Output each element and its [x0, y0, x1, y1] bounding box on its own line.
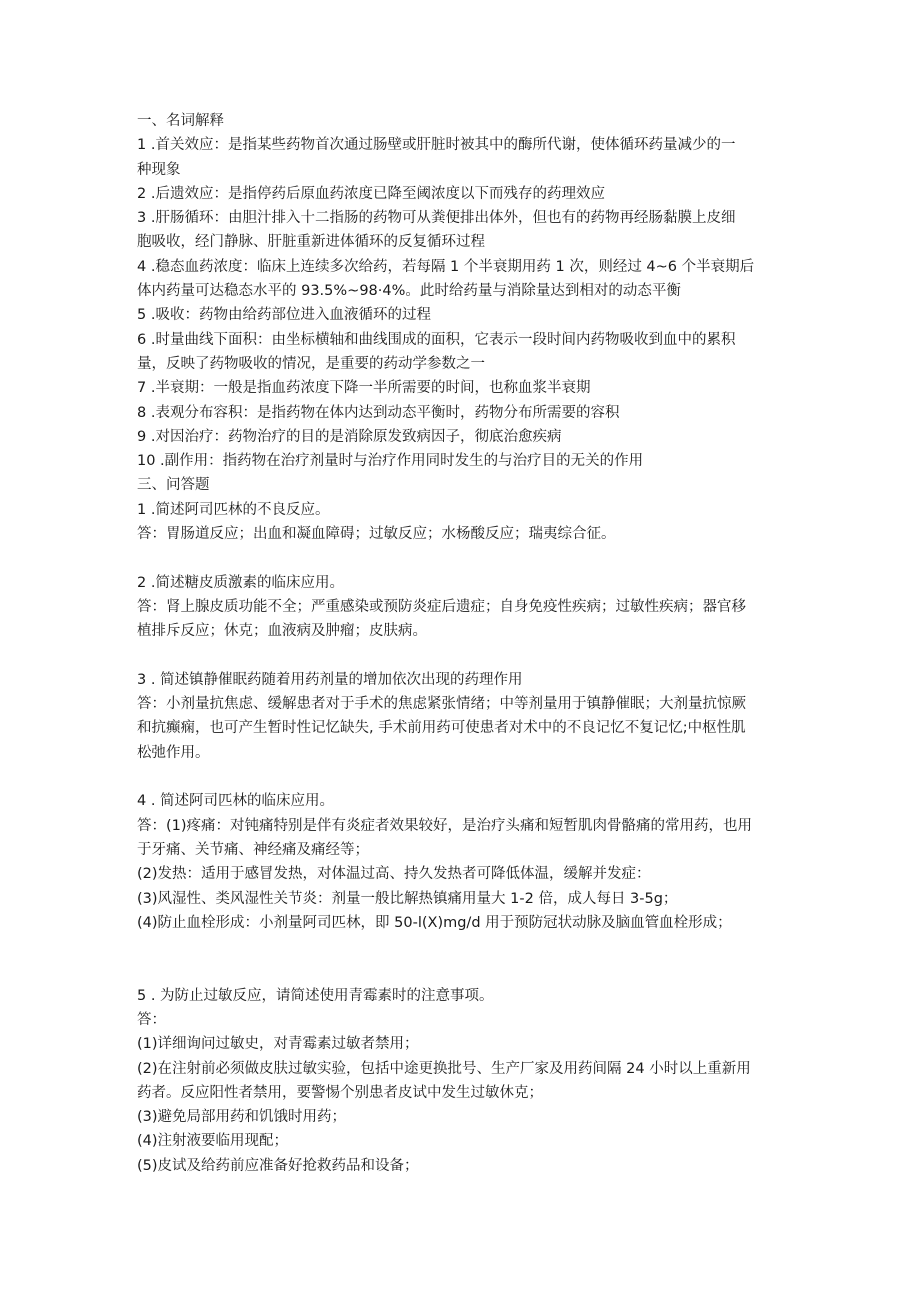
qa-item-4 — [137, 789, 788, 935]
spacer — [137, 935, 788, 984]
question-2: 2 .简述糖皮质激素的临床应用。 — [137, 574, 344, 591]
answer-1-line-1: 答：胃肠道反应；出血和凝血障碍；过敏反应；水杨酸反应；瑞夷综合征。 — [137, 526, 616, 543]
qa-item-2 — [137, 571, 788, 644]
definition-10-line-1: 10 .副作用：指药物在治疗剂量时与治疗作用同时发生的与治疗目的无关的作用 — [137, 453, 644, 470]
answer-4-line-4: (3)风湿性、类风湿性关节炎：剂量一般比解热镇痛用量大 1-2 倍，成人每日 3-5g； — [137, 890, 678, 907]
definition-3-line-1: 3 .肝肠循环：由胆汁排入十二指肠的药物可从粪便排出体外，但也有的药物再经肠黏膜上皮细 — [137, 210, 736, 227]
definition-6-line-2: 量，反映了药物吸收的情况，是重要的药动学参数之一 — [137, 355, 485, 372]
answer-4-line-3: (2)发热：适用于感冒发热，对体温过高、持久发热者可降低体温，缓解并发症： — [137, 866, 651, 883]
definition-list — [137, 133, 788, 473]
answer-5-line-3: (2)在注射前必须做皮肤过敏实验，包括中途更换批号、生产厂家及用药间隔 24 小时以上重新用 — [137, 1060, 751, 1077]
answer-4-line-1: 答：(1)疼痛：对钝痛特别是伴有炎症者效果较好，是治疗头痛和短暂肌肉骨骼痛的常用药，也用 — [137, 817, 753, 834]
answer-4-line-2: 于牙痛、关节痛、神经痛及痛经等； — [137, 841, 369, 858]
question-4: 4 . 简述阿司匹林的临床应用。 — [137, 793, 335, 810]
definition-3-line-2: 胞吸收，经门静脉、肝脏重新进体循环的反复循环过程 — [137, 234, 485, 251]
answer-3-line-3: 松弛作用。 — [137, 744, 210, 761]
answer-5-line-1: 答： — [137, 1011, 166, 1028]
definition-1-line-2: 种现象 — [137, 161, 181, 178]
definition-9-line-1: 9 .对因治疗：药物治疗的目的是消除原发致病因子，彻底治愈疾病 — [137, 428, 562, 445]
answer-3-line-2: 和抗癫痫，也可产生暂时性记忆缺失, 手术前用药可使患者对术中的不良记忆不复记忆;中枢性肌 — [137, 720, 746, 737]
answer-5-line-7: (5)皮试及给药前应准备好抢救药品和设备； — [137, 1157, 419, 1174]
section-heading-definitions: 一、名词解释 — [137, 113, 224, 129]
answer-5-line-4: 药者。反应阳性者禁用，要警惕个别患者皮试中发生过敏休克； — [137, 1084, 543, 1101]
answer-4-line-5: (4)防止血栓形成：小剂量阿司匹林，即 50-l(X)mg/d 用于预防冠状动脉及脑血管血栓形成； — [137, 914, 732, 931]
definition-5-line-1: 5 .吸收：药物由给药部位进入血液循环的过程 — [137, 307, 431, 324]
question-3: 3 . 简述镇静催眠药随着用药剂量的增加依次出现的药理作用 — [137, 671, 523, 688]
answer-2-line-1: 答：肾上腺皮质功能不全；严重感染或预防炎症后遗症；自身免疫性疾病；过敏性疾病；器官移 — [137, 598, 746, 615]
spacer — [137, 644, 788, 668]
answer-3-line-1: 答：小剂量抗焦虑、缓解患者对于手术的焦虑紧张情绪；中等剂量用于镇静催眠；大剂量抗惊厥 — [137, 696, 746, 713]
section-heading-qa: 三、问答题 — [137, 477, 210, 494]
answer-2-line-2: 植排斥反应；休克；血液病及肿瘤；皮肤病。 — [137, 623, 427, 640]
spacer — [137, 546, 788, 570]
answer-5-line-5: (3)避免局部用药和饥饿时用药； — [137, 1109, 347, 1126]
definition-2-line-1: 2 .后遗效应：是指停药后原血药浓度已降至阈浓度以下而残存的药理效应 — [137, 185, 605, 202]
definition-4-line-2: 体内药量可达稳态水平的 93.5%~98·4%。此时给药量与消除量达到相对的动态平衡 — [137, 283, 681, 300]
answer-5-line-6: (4)注射液要临用现配； — [137, 1133, 289, 1150]
definition-4-line-1: 4 .稳态血药浓度：临床上连续多次给药，若每隔 1 个半衰期用药 1 次，则经过 4~6 个半衰期后 — [137, 258, 755, 275]
question-5: 5 . 为防止过敏反应，请简述使用青霉素时的注意事项。 — [137, 987, 494, 1004]
definition-6-line-1: 6 .时量曲线下面积：由坐标横轴和曲线围成的面积，它表示一段时间内药物吸收到血中的累积 — [137, 331, 736, 348]
definition-8-line-1: 8 .表观分布容积：是指药物在体内达到动态平衡时，药物分布所需要的容积 — [137, 404, 620, 421]
definition-1-line-1: 1 .首关效应：是指某些药物首次通过肠壁或肝脏时被其中的酶所代谢，使体循环药量减少的一 — [137, 137, 736, 154]
definition-7-line-1: 7 .半衰期：一般是指血药浓度下降一半所需要的时间，也称血浆半衰期 — [137, 380, 591, 397]
qa-item-5 — [137, 984, 788, 1178]
question-1: 1 .简述阿司匹林的不良反应。 — [137, 501, 330, 518]
spacer — [137, 765, 788, 789]
qa-item-1 — [137, 498, 788, 547]
answer-5-line-2: (1)详细询问过敏史，对青霉素过敏者禁用； — [137, 1036, 419, 1053]
qa-item-3 — [137, 668, 788, 765]
